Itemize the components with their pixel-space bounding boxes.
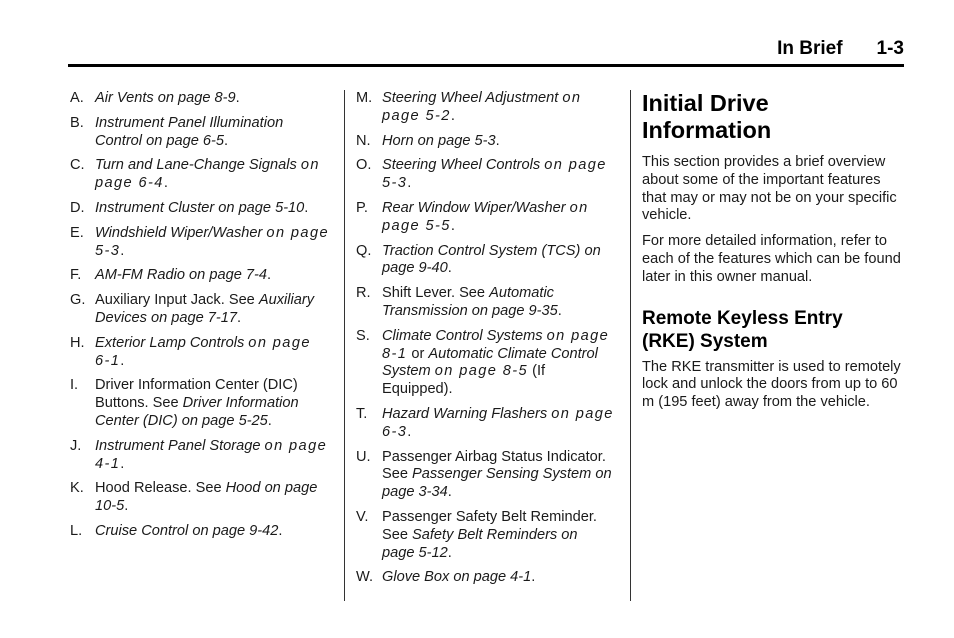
callout-letter: F. [70, 267, 82, 284]
intro-paragraph: This section provides a brief overview about some of the important features that may or may not be on your specific vehicle. [642, 154, 897, 224]
callout-text: Air Vents on page 8-9. [95, 90, 240, 106]
section-title-line: Information [642, 117, 772, 143]
callout-letter: D. [70, 199, 85, 216]
column-divider [344, 90, 345, 601]
callout-text: Hazard Warning Flashers on page 6-3. [382, 405, 614, 440]
callout-text: Horn on page 5-3. [382, 132, 500, 149]
callout-text: Glove Box on page 4-1. [382, 569, 536, 586]
callout-letter: E. [70, 224, 84, 241]
callout-letter: N. [356, 132, 371, 149]
callout-text: Passenger Safety Belt Reminder. See Safety Belt Reminders on page 5-12. [382, 508, 597, 561]
callout-letter: M. [356, 90, 373, 106]
callout-item [356, 449, 614, 502]
callout-item [356, 406, 614, 442]
subsection-title-line: Remote Keyless Entry [642, 307, 843, 329]
callout-letter: C. [70, 157, 85, 174]
reference-paragraph: For more detailed information, refer to each of the features which can be found later in this owner manual. [642, 233, 901, 285]
callout-letter: P. [356, 199, 368, 216]
subsection-title [642, 307, 906, 353]
section-title-line: Initial Drive [642, 90, 769, 116]
callout-item [356, 569, 614, 587]
page-number: 1-3 [876, 38, 904, 59]
callout-text: Shift Lever. See Automatic Transmission on page 9-35. [382, 285, 562, 319]
callout-text: Instrument Panel Illumination Control on page 6-5. [95, 114, 284, 149]
callout-text: Steering Wheel Controls on page 5-3. [382, 157, 607, 192]
callout-text: Instrument Cluster on page 5-10. [95, 199, 309, 216]
callout-text: Passenger Airbag Status Indicator. See Passenger Sensing System on page 3-34. [382, 448, 612, 501]
callout-item [68, 267, 330, 285]
callout-text: Exterior Lamp Controls on page 6-1. [95, 334, 311, 369]
callout-item [68, 157, 330, 193]
callout-text: AM-FM Radio on page 7-4. [95, 267, 272, 284]
callout-text: Auxiliary Input Jack. See Auxiliary Devices on page 7-17. [95, 292, 315, 326]
callout-text: Instrument Panel Storage on page 4-1. [95, 437, 328, 472]
callout-text: Turn and Lane-Change Signals on page 6-4. [95, 157, 320, 192]
callout-item [68, 335, 330, 371]
callout-item [68, 225, 330, 261]
callout-letter: U. [356, 448, 371, 465]
callout-item [68, 377, 330, 430]
callout-item [68, 292, 330, 328]
callout-item [356, 509, 614, 562]
callout-letter: R. [356, 285, 371, 302]
callout-text: Climate Control Systems on page 8-1 or Automatic Climate Control System on page 8-5 (If Equipped). [382, 327, 610, 398]
page-header [68, 36, 904, 67]
callout-text: Cruise Control on page 9-42. [95, 522, 283, 539]
subsection-title-line: (RKE) System [642, 330, 768, 352]
callout-text: Hood Release. See Hood on page 10-5. [95, 480, 318, 515]
callout-text: Windshield Wiper/Washer on page 5-3. [95, 224, 329, 259]
callout-item [68, 115, 330, 151]
callout-item [68, 523, 330, 541]
callout-letter: O. [356, 157, 372, 174]
callout-letter: A. [70, 90, 84, 106]
callout-letter: S. [356, 327, 370, 344]
callout-letter: W. [356, 569, 374, 586]
callout-item [356, 157, 614, 193]
callout-item [356, 133, 614, 151]
section-title [642, 90, 906, 144]
callout-letter: V. [356, 508, 369, 525]
callout-item [68, 200, 330, 218]
callout-item [68, 90, 330, 108]
header-text [777, 38, 904, 60]
callout-item [356, 243, 614, 279]
initial-drive-section [642, 90, 906, 420]
callout-letter: K. [70, 480, 84, 497]
column-divider [630, 90, 631, 601]
callout-letter: Q. [356, 242, 372, 259]
callout-list-left [68, 90, 330, 548]
callout-letter: J. [70, 437, 82, 454]
rke-paragraph: The RKE transmitter is used to remotely lock and unlock the doors from up to 60 m (195 feet) away from the vehicle. [642, 358, 901, 411]
callout-item [356, 328, 614, 399]
callout-list-middle [356, 90, 614, 594]
callout-item [356, 90, 614, 126]
callout-text: Traction Control System (TCS) on page 9-40. [382, 242, 601, 277]
callout-letter: B. [70, 114, 84, 131]
callout-item [68, 480, 330, 516]
callout-text: Driver Information Center (DIC) Buttons. See Driver Information Center (DIC) on page 5-25. [95, 377, 299, 429]
callout-item [68, 438, 330, 474]
header-section: In Brief [777, 38, 843, 59]
callout-letter: I. [70, 377, 79, 394]
callout-letter: G. [70, 292, 86, 309]
callout-letter: T. [356, 405, 368, 422]
callout-item [356, 200, 614, 236]
callout-item [356, 285, 614, 321]
callout-letter: H. [70, 334, 85, 351]
callout-text: Steering Wheel Adjustment on page 5-2. [382, 90, 582, 124]
callout-text: Rear Window Wiper/Washer on page 5-5. [382, 199, 589, 234]
callout-letter: L. [70, 522, 83, 539]
